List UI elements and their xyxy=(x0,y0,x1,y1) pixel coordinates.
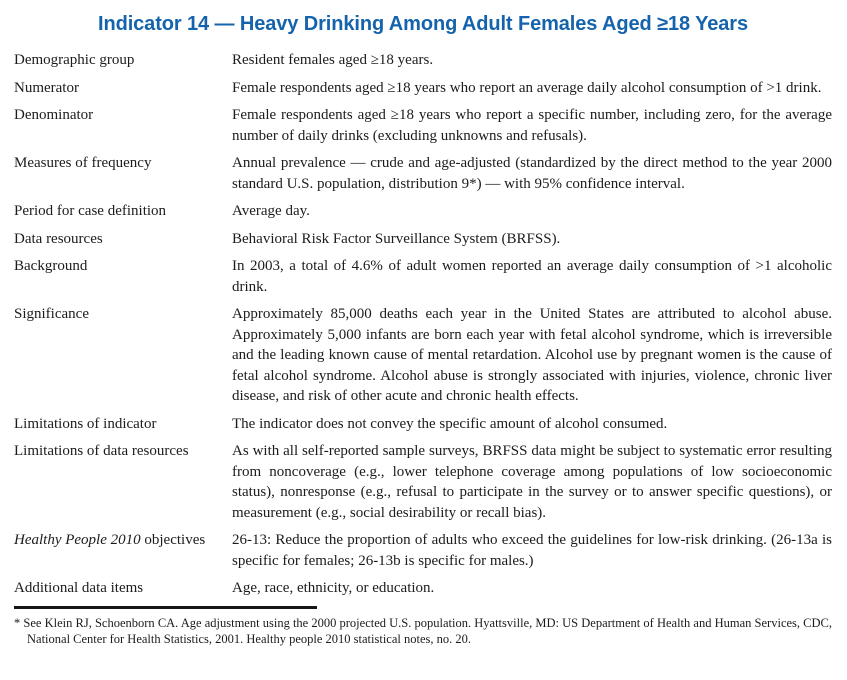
row-label: Significance xyxy=(14,306,89,322)
row-label: Limitations of data resources xyxy=(14,443,189,459)
row-limitations-of-data-resources xyxy=(14,441,832,523)
row-label xyxy=(14,530,232,571)
row-limitations-of-indicator xyxy=(14,414,832,435)
row-healthy-people-2010-objectives xyxy=(14,530,832,571)
row-value: 26-13: Reduce the proportion of adults who exceed the guidelines for low-risk drinking. (26-13a is specific for females; 26-13b is specific for males.) xyxy=(232,532,832,569)
row-label: Period for case definition xyxy=(14,203,167,219)
row-numerator xyxy=(14,78,832,99)
row-value: Approximately 85,000 deaths each year in the United States are attributed to alcohol abuse. Approximately 5,000 infants are born each year with fetal alcohol syndrome, which is irreversible and the leading known cause of mental retardation. Alcohol use by pregnant women is the cause of fetal alcohol syndrome. Alcohol abuse is strongly associated with injuries, violence, chronic liver disease, and risk of other acute and chronic health effects. xyxy=(232,306,832,404)
row-demographic-group xyxy=(14,50,832,71)
row-label: Demographic group xyxy=(14,52,135,68)
footnote-separator-rule xyxy=(14,606,317,609)
row-measures-of-frequency xyxy=(14,153,832,194)
row-value: Average day. xyxy=(232,203,310,219)
row-value: In 2003, a total of 4.6% of adult women reported an average daily consumption of >1 alcoholic drink. xyxy=(232,258,832,295)
row-additional-data-items xyxy=(14,578,832,599)
row-value: Female respondents aged ≥18 years who report an average daily alcohol consumption of >1 drink. xyxy=(232,79,822,96)
footnote: * See Klein RJ, Schoenborn CA. Age adjustment using the 2000 projected U.S. population. Hyattsville, MD: US Department of Health and Human Services, CDC, National Center for Health Statistics, 2001. Healthy people 2010 statistical notes, no. 20. xyxy=(14,615,832,646)
row-value: Female respondents aged ≥18 years who report a specific number, including zero, for the average number of daily drinks (excluding unknowns and refusals). xyxy=(232,107,832,144)
row-label: Background xyxy=(14,258,88,274)
row-label-italic-part: Healthy People 2010 xyxy=(14,532,141,548)
row-denominator xyxy=(14,105,832,146)
row-value: Age, race, ethnicity, or education. xyxy=(232,580,435,596)
row-period-for-case-definition xyxy=(14,201,832,222)
row-significance xyxy=(14,304,832,407)
row-data-resources xyxy=(14,229,832,250)
row-background xyxy=(14,256,832,297)
row-label: Limitations of indicator xyxy=(14,415,157,432)
definition-table xyxy=(14,50,832,599)
row-label: Denominator xyxy=(14,107,94,123)
row-value: Resident females aged ≥18 years. xyxy=(232,52,434,68)
row-value: Behavioral Risk Factor Surveillance System (BRFSS). xyxy=(232,230,561,247)
row-label: Data resources xyxy=(14,230,103,247)
row-label-roman-part: objectives xyxy=(140,532,206,548)
page-title: Indicator 14 — Heavy Drinking Among Adult Females Aged ≥18 Years xyxy=(98,13,748,35)
row-value: The indicator does not convey the specific amount of alcohol consumed. xyxy=(232,415,668,432)
row-label: Measures of frequency xyxy=(14,155,152,171)
row-label: Additional data items xyxy=(14,580,144,596)
row-value: As with all self-reported sample surveys, BRFSS data might be subject to systematic error resulting from noncoverage (e.g., lower telephone coverage among populations of low socioeconomic status), nonresponse (e.g., refusal to participate in the survey or to answer specific questions), or measurement (e.g., social desirability or recall bias). xyxy=(232,443,832,521)
row-label: Numerator xyxy=(14,79,79,96)
row-value: Annual prevalence — crude and age-adjusted (standardized by the direct method to the year 2000 standard U.S. population, distribution 9*) — with 95% confidence interval. xyxy=(232,155,832,192)
